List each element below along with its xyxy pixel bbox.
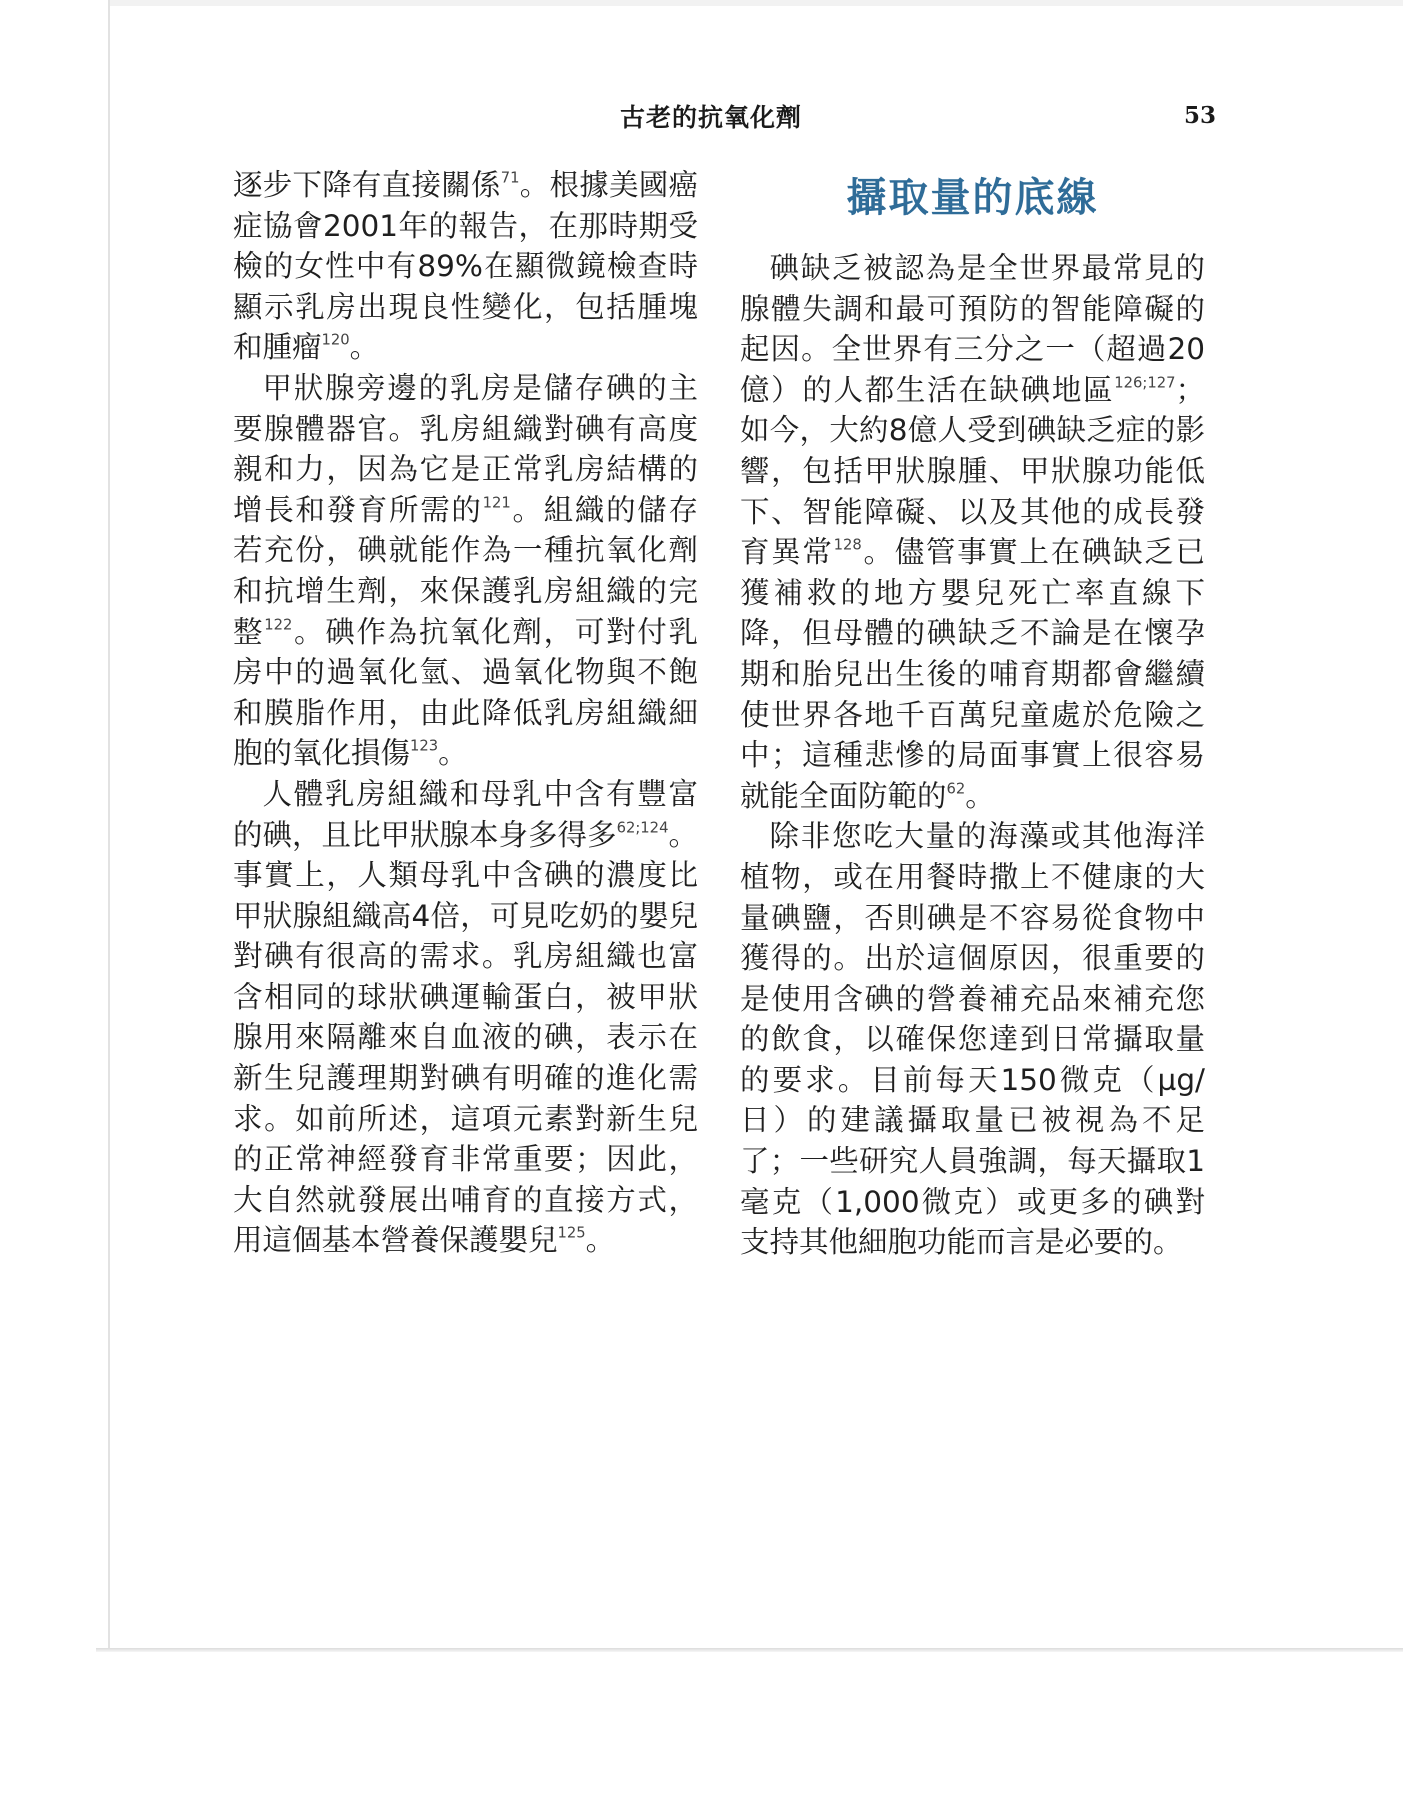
text-run: 。組織的儲存若充份，碘就能作為一種抗氧化劑和抗增生劑，來保護乳房組織的完整 [233, 492, 698, 649]
section-heading: 攝取量的底線 [846, 175, 1099, 221]
paragraph [740, 248, 1205, 816]
text-run: 人體乳房組織和母乳中含有豐富的碘，且比甲狀腺本身多得多 [233, 776, 698, 852]
text-run: 。事實上，人類母乳中含碘的濃度比甲狀腺組織高4倍，可見吃奶的嬰兒對碘有很高的需求。乳房組織也富含相同的球狀碘運輸蛋白，被甲狀腺用來隔離來自血液的碘，表示在新生兒護理期對碘有明確的進化需求。如前所述，這項元素對新生兒的正常神經發育非常重要；因此，大自然就發展出哺育的直接方式，用這個基本營養保護嬰兒 [233, 817, 698, 1258]
text-run: ；如今，大約8億人受到碘缺乏症的影響，包括甲狀腺腫、甲狀腺功能低下、智能障礙、以及其他的成長發育異常 [740, 372, 1205, 570]
scan-sheet-top-edge [108, 0, 1403, 6]
left-text-column [233, 165, 698, 1261]
citation-marker: 71 [500, 169, 520, 187]
citation-marker: 120 [321, 331, 350, 349]
text-run: 。 [965, 778, 995, 813]
text-run: 。根據美國癌症協會2001年的報告，在那時期受檢的女性中有89%在顯微鏡檢查時顯示乳房出現良性變化，包括腫塊和腫瘤 [233, 168, 698, 365]
text-run: 。 [585, 1223, 616, 1258]
paragraph [233, 368, 698, 774]
page-number: 53 [1184, 102, 1217, 129]
text-run: 。 [438, 736, 468, 771]
text-run: 逐步下降有直接關係 [233, 168, 501, 202]
running-header-title: 古老的抗氧化劑 [620, 103, 803, 132]
text-run: 。碘作為抗氧化劑，可對付乳房中的過氧化氫、過氧化物與不飽和膜脂作用，由此降低乳房組織細胞的氧化損傷 [233, 614, 698, 771]
citation-marker: 122 [264, 616, 293, 633]
citation-marker: 125 [557, 1224, 586, 1242]
right-text-column [740, 170, 1205, 1263]
citation-marker: 128 [833, 536, 862, 554]
paragraph [233, 774, 698, 1261]
scan-sheet-left-edge [108, 0, 110, 1648]
citation-marker: 123 [410, 737, 439, 755]
citation-marker: 62;124 [616, 818, 669, 836]
text-run: 碘缺乏被認為是全世界最常見的腺體失調和最可預防的智能障礙的起因。全世界有三分之一（超過20億）的人都生活在缺碘地區 [740, 251, 1205, 407]
scan-sheet-bottom-edge [96, 1648, 1403, 1652]
text-run: 甲狀腺旁邊的乳房是儲存碘的主要腺體器官。乳房組織對碘有高度親和力，因為它是正常乳房結構的增長和發育所需的 [233, 370, 698, 527]
text-run: 。儘管事實上在碘缺乏已獲補救的地方嬰兒死亡率直線下降，但母體的碘缺乏不論是在懷孕期和胎兒出生後的哺育期都會繼續使世界各地千百萬兒童處於危險之中；這種悲慘的局面事實上很容易就能全面防範的 [740, 535, 1205, 813]
paragraph [233, 165, 698, 368]
paragraph [740, 816, 1205, 1263]
citation-marker: 62 [946, 780, 966, 798]
text-run: 。 [349, 330, 380, 365]
citation-marker: 126;127 [1114, 374, 1176, 392]
text-run: 除非您吃大量的海藻或其他海洋植物，或在用餐時撒上不健康的大量碘鹽，否則碘是不容易從食物中獲得的。出於這個原因，很重要的是使用含碘的營養補充品來補充您的飲食，以確保您達到日常攝取量的要求。目前每天150微克（µg/日）的建議攝取量已被視為不足了；一些研究人員強調，每天攝取1毫克（1,000微克）或更多的碘對支持其他細胞功能而言是必要的。 [740, 819, 1205, 1260]
citation-marker: 121 [482, 494, 511, 512]
